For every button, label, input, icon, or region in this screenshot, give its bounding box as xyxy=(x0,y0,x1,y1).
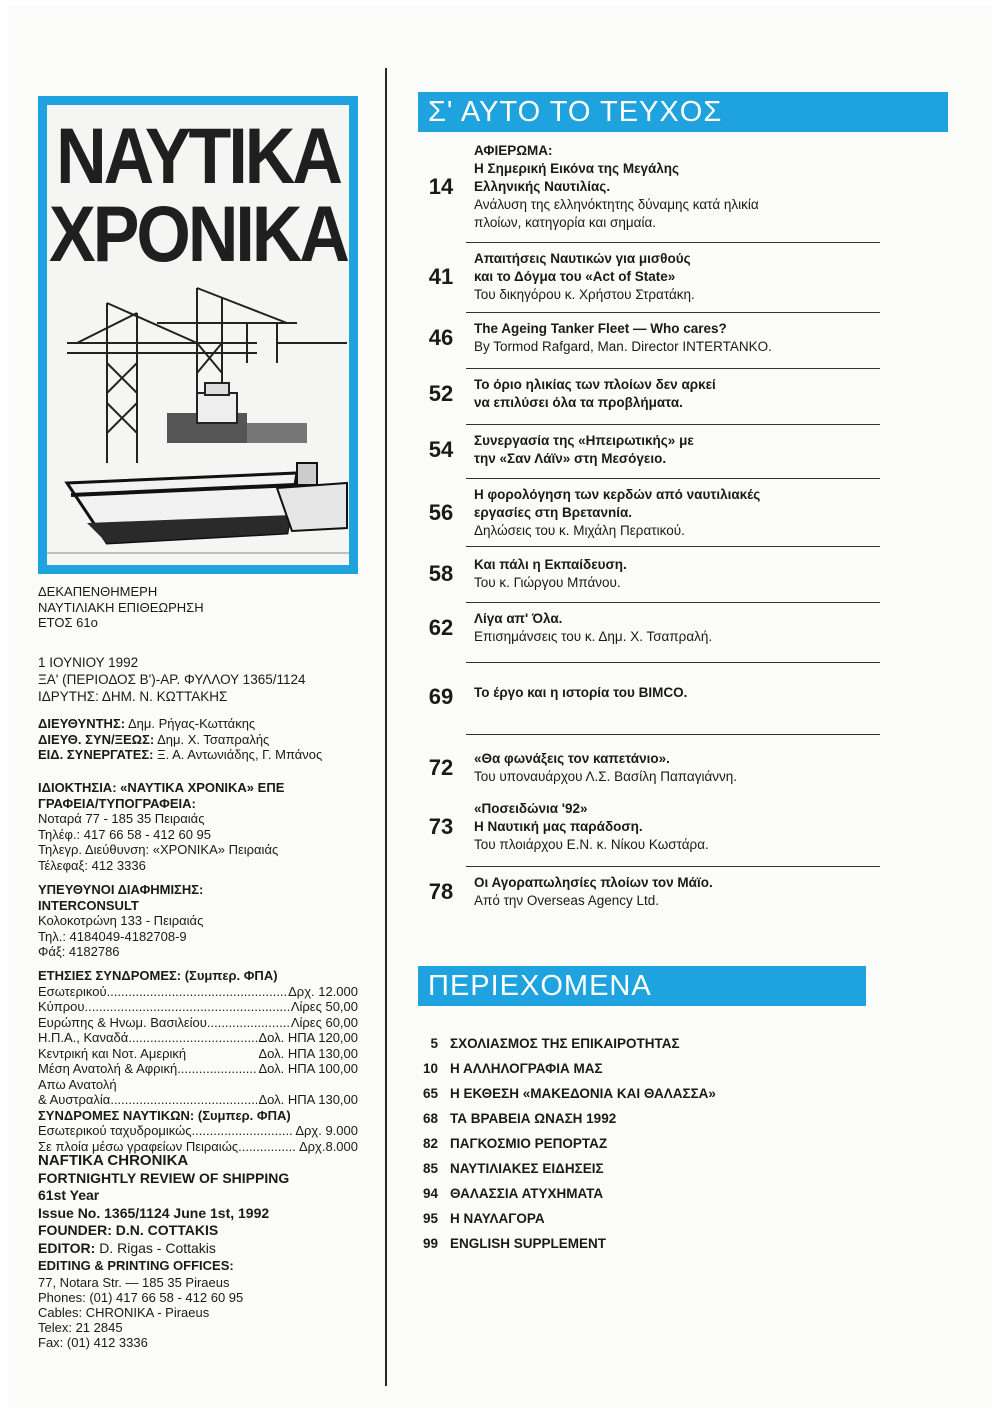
toc-byline: πλοίων, κατηγορία και σημαία. xyxy=(474,215,656,230)
advertising-title: ΥΠΕΥΘΥΝΟΙ ΔΙΑΦΗΜΙΣΗΣ: xyxy=(38,882,204,897)
toc-byline: Του πλοιάρχου Ε.Ν. κ. Νίκου Κωστάρα. xyxy=(474,837,709,852)
subscription-row: & Αυστραλία ..... Δολ. ΗΠΑ 130,00 xyxy=(38,1092,358,1108)
contents-item xyxy=(410,1211,910,1226)
advertising-block xyxy=(38,882,368,960)
cover-image xyxy=(38,96,358,574)
subscription-row: Η.Π.Α., Καναδά ..... Δολ. ΗΠΑ 120,00 xyxy=(38,1030,358,1046)
cover-inner xyxy=(47,105,349,565)
contents-title: Η ΝΑΥΛΑΓΟΡΑ xyxy=(450,1211,545,1226)
advertising-line: Τηλ.: 4184049-4182708-9 xyxy=(38,928,187,944)
toc-title-line: και το Δόγμα του «Act of State» xyxy=(474,269,676,284)
logo-line-2: ΧΡΟΝΙΚΑ xyxy=(49,190,347,278)
toc-title-line: Το έργο και η ιστορία του BIMCO. xyxy=(474,685,688,700)
toc-title-line: Οι Αγοραπωλησίες πλοίων τον Μάϊο. xyxy=(474,875,713,890)
english-block xyxy=(38,1152,368,1350)
contents-title: Η ΕΚΘΕΣΗ «ΜΑΚΕΔΟΝΙΑ ΚΑΙ ΘΑΛΑΣΣΑ» xyxy=(450,1086,716,1101)
toc-byline: By Tormod Rafgard, Man. Director INTERTANKO. xyxy=(474,339,772,354)
contents-page-number: 95 xyxy=(422,1211,438,1226)
contents-page-number: 65 xyxy=(422,1086,438,1101)
contents-item xyxy=(410,1036,910,1051)
staff-row: ΔΙΕΥΘ. ΣΥΝ/ΞΕΩΣ: Δημ. Χ. Τσαπραλής xyxy=(38,731,270,747)
port-cranes-ship-illustration xyxy=(47,283,349,565)
owner-line: Τηλέφ.: 417 66 58 - 412 60 95 xyxy=(38,826,211,842)
contents-item xyxy=(410,1111,910,1126)
toc-page-number: 41 xyxy=(428,264,454,289)
contents-item xyxy=(410,1136,910,1151)
offices-title: ΓΡΑΦΕΙΑ/ΤΥΠΟΓΡΑΦΕΙΑ: xyxy=(38,795,196,811)
english-title: NAFTIKA CHRONIKA xyxy=(38,1152,189,1169)
toc-byline: Του κ. Γιώργου Μπάνου. xyxy=(474,575,621,590)
toc-title-line: την «Σαν Λάϊν» στη Μεσόγειο. xyxy=(474,451,667,466)
contents-page-number: 85 xyxy=(422,1161,438,1176)
toc-title-line: Απαιτήσεις Ναυτικών για μισθούς xyxy=(474,251,691,266)
founder: ΙΔΡΥΤΗΣ: ΔΗΜ. Ν. ΚΩΤΤΑΚΗΣ xyxy=(38,689,228,704)
advertising-company: INTERCONSULT xyxy=(38,897,139,913)
subscription-row: Μέση Ανατολή & Αφρική ..... Δολ. ΗΠΑ 100,00 xyxy=(38,1061,358,1077)
contents-title: ΤΑ ΒΡΑΒΕΙΑ ΩΝΑΣΗ 1992 xyxy=(450,1111,617,1126)
subscriptions-title: ΕΤΗΣΙΕΣ ΣΥΝΔΡΟΜΕΣ: (Συμπερ. ΦΠΑ) xyxy=(38,968,278,983)
contents-title: ΣΧΟΛΙΑΣΜΟΣ ΤΗΣ ΕΠΙΚΑΙΡΟΤΗΤΑΣ xyxy=(450,1036,680,1051)
contents-title: ENGLISH SUPPLEMENT xyxy=(450,1236,607,1251)
subscription-row: Απω Ανατολή xyxy=(38,1076,117,1092)
contents-page-number: 94 xyxy=(422,1186,438,1201)
contents-item xyxy=(410,1086,910,1101)
toc-page-number: 52 xyxy=(428,381,454,406)
column-divider xyxy=(385,68,387,1386)
staff-row: ΔΙΕΥΘΥΝΤΗΣ: Δημ. Ρήγας-Κωττάκης xyxy=(38,716,256,731)
toc-divider xyxy=(466,368,880,369)
toc-page-number: 46 xyxy=(428,325,454,350)
contents-title: ΘΑΛΑΣΣΙΑ ΑΤΥΧΗΜΑΤΑ xyxy=(450,1186,604,1201)
subscription-row: Σε πλοία μέσω γραφείων Πειραιώς ..... Δρχ.8.000 xyxy=(38,1139,358,1155)
masthead-line-2: ΝΑΥΤΙΛΙΑΚΗ ΕΠΙΘΕΩΡΗΣΗ xyxy=(38,599,204,615)
contents-item xyxy=(410,1236,910,1251)
toc-text xyxy=(474,750,884,786)
contents-page-number: 5 xyxy=(430,1036,438,1051)
toc-text xyxy=(474,684,884,702)
toc-byline: Του δικηγόρου κ. Χρήστου Στρατάκη. xyxy=(474,287,695,302)
toc-title-line: να επιλύσει όλα τα προβλήματα. xyxy=(474,395,683,410)
toc-text xyxy=(474,610,884,646)
contents-item xyxy=(410,1186,910,1201)
english-year: 61st Year xyxy=(38,1187,100,1203)
toc-divider xyxy=(466,478,880,479)
toc-text xyxy=(474,376,884,412)
toc-page-number: 62 xyxy=(428,615,454,640)
owner-line: Τηλεγρ. Διεύθυνση: «ΧΡΟΝΙΚΑ» Πειραιάς xyxy=(38,842,279,857)
contents-title: ΝΑΥΤΙΛΙΑΚΕΣ ΕΙΔΗΣΕΙΣ xyxy=(450,1161,604,1176)
contents-item xyxy=(410,1061,910,1076)
toc-byline: Από την Overseas Agency Ltd. xyxy=(474,893,659,908)
toc-divider xyxy=(466,866,880,867)
toc-page-number: 73 xyxy=(428,814,454,839)
toc-divider xyxy=(466,662,880,663)
toc-divider xyxy=(466,734,880,735)
in-this-issue-heading: Σ' ΑΥΤΟ ΤΟ ΤΕΥΧΟΣ xyxy=(418,92,948,132)
owner-block xyxy=(38,780,368,873)
staff-row: ΕΙΔ. ΣΥΝΕΡΓΑΤΕΣ: Ξ. Α. Αντωνιάδης, Γ. Μπάνος xyxy=(38,747,323,762)
english-subtitle: FORTNIGHTLY REVIEW OF SHIPPING xyxy=(38,1169,290,1186)
toc-page-number: 72 xyxy=(428,755,454,780)
toc-divider xyxy=(466,546,880,547)
toc-title-line: The Ageing Tanker Fleet — Who cares? xyxy=(474,321,727,336)
issue-number: ΞΑ' (ΠΕΡΙΟΔΟΣ Β')-ΑΡ. ΦΥΛΛΟΥ 1365/1124 xyxy=(38,672,306,687)
advertising-line: Φάξ: 4182786 xyxy=(38,944,120,959)
subscription-row: Εσωτερικού ταχυδρομικώς ..... Δρχ. 9.000 xyxy=(38,1123,358,1139)
english-editor: EDITOR: D. Rigas - Cottakis xyxy=(38,1239,216,1256)
toc-title-line: Το όριο ηλικίας των πλοίων δεν αρκεί xyxy=(474,377,716,392)
toc-byline: Ανάλυση της ελληνόκτητης δύναμης κατά ηλικία xyxy=(474,197,759,212)
toc-title-line: Λίγα απ' Όλα. xyxy=(474,611,563,626)
owner-line: Τέλεφαξ: 412 3336 xyxy=(38,857,146,873)
english-founder: FOUNDER: D.N. COTTAKIS xyxy=(38,1222,219,1238)
issue-info xyxy=(38,654,368,705)
toc-title-line: Και πάλι η Εκπαίδευση. xyxy=(474,557,627,572)
toc-byline: Του υποναυάρχου Λ.Σ. Βασίλη Παπαγιάννη. xyxy=(474,769,738,784)
toc-byline: Επισημάνσεις του κ. Δημ. Χ. Τσαπραλή. xyxy=(474,629,713,644)
english-issue: Issue No. 1365/1124 June 1st, 1992 xyxy=(38,1204,270,1221)
toc-divider xyxy=(466,424,880,425)
subscriptions-block xyxy=(38,968,358,1154)
english-offices-title: EDITING & PRINTING OFFICES: xyxy=(38,1258,234,1273)
masthead-line-3: ΕΤΟΣ 61ο xyxy=(38,615,98,630)
contents-page-number: 68 xyxy=(422,1111,438,1126)
toc-text xyxy=(474,556,884,592)
toc-title-line: Η Ναυτική μας παράδοση. xyxy=(474,819,643,834)
contents-item xyxy=(410,1161,910,1176)
contents-title: ΠΑΓΚΟΣΜΙΟ ΡΕΠΟΡΤΑΖ xyxy=(450,1136,608,1151)
toc-title-line: «Θα φωνάξεις τον καπετάνιο». xyxy=(474,751,670,766)
toc-text xyxy=(474,874,884,910)
toc-text xyxy=(474,432,884,468)
contents-page-number: 10 xyxy=(422,1061,438,1076)
toc-title-line: «Ποσειδώνια '92» xyxy=(474,801,588,816)
masthead-line-1: ΔΕΚΑΠΕΝΘΗΜΕΡΗ xyxy=(38,584,158,599)
contents-page-number: 82 xyxy=(422,1136,438,1151)
toc-title-line: εργασίες στη Βρετανnία. xyxy=(474,505,632,520)
toc-text xyxy=(474,486,884,540)
subscription-row: Κύπρου ..... Λίρες 50,00 xyxy=(38,999,358,1015)
toc-divider xyxy=(466,312,880,313)
toc-page-number: 78 xyxy=(428,879,454,904)
toc-title-line: Συνεργασία της «Ηπειρωτικής» με xyxy=(474,433,694,448)
subscription-row: Εσωτερικού ..... Δρχ. 12.000 xyxy=(38,984,358,1000)
toc-divider xyxy=(466,602,880,603)
naval-subscriptions-title: ΣΥΝΔΡΟΜΕΣ ΝΑΥΤΙΚΩΝ: (Συμπερ. ΦΠΑ) xyxy=(38,1107,291,1123)
toc-title-line: Ελληνικής Ναυτιλίας. xyxy=(474,179,611,194)
masthead xyxy=(38,584,368,631)
staff-list xyxy=(38,716,368,763)
toc-title-line: Η φορολόγηση των κερδών από ναυτιλιακές xyxy=(474,487,761,502)
toc-page-number: 69 xyxy=(428,684,454,709)
toc-text xyxy=(474,320,884,356)
toc-byline: Δηλώσεις του κ. Μιχάλη Περατικού. xyxy=(474,523,685,538)
toc-title-line: Η Σημερική Εικόνα της Μεγάλης xyxy=(474,161,680,176)
toc-title-line: ΑΦΙΕΡΩΜΑ: xyxy=(474,143,553,158)
owner-line: Νοταρά 77 - 185 35 Πειραιάς xyxy=(38,811,205,826)
contents-title: Η ΑΛΛΗΛΟΓΡΑΦΙΑ ΜΑΣ xyxy=(450,1061,603,1076)
contents-heading: ΠΕΡΙΕΧΟΜΕΝΑ xyxy=(418,966,866,1006)
toc-page-number: 56 xyxy=(428,500,454,525)
subscription-row: Κεντρική και Νοτ. Αμερική Δολ. ΗΠΑ 130,00 xyxy=(38,1045,358,1061)
advertising-line: Κολοκοτρώνη 133 - Πειραιάς xyxy=(38,913,204,928)
toc-page-number: 54 xyxy=(428,437,454,462)
english-address: 77, Notara Str. — 185 35 Piraeus Phones: (01) 417 66 58 - 412 60 95 Cables: CHRONIKA - Piraeus Telex: 21 2845 Fax: (01) 412 3336 xyxy=(38,1274,244,1350)
contents-page-number: 99 xyxy=(422,1236,438,1251)
toc-page-number: 14 xyxy=(428,174,454,199)
owner-title: ΙΔΙΟΚΤΗΣΙΑ: «ΝΑΥΤΙΚΑ ΧΡΟΝΙΚΑ» ΕΠΕ xyxy=(38,780,285,795)
toc-page-number: 58 xyxy=(428,561,454,586)
toc-text xyxy=(474,250,884,304)
logo-line-1: ΝΑΥΤΙΚΑ xyxy=(56,112,340,200)
toc-text xyxy=(474,142,884,232)
toc-divider xyxy=(466,242,880,243)
subscription-row: Ευρώπης & Ηνωμ. Βασιλείου ..... Λίρες 60,00 xyxy=(38,1015,358,1031)
toc-text xyxy=(474,800,884,854)
issue-date: 1 ΙΟΥΝΙΟΥ 1992 xyxy=(38,655,139,670)
